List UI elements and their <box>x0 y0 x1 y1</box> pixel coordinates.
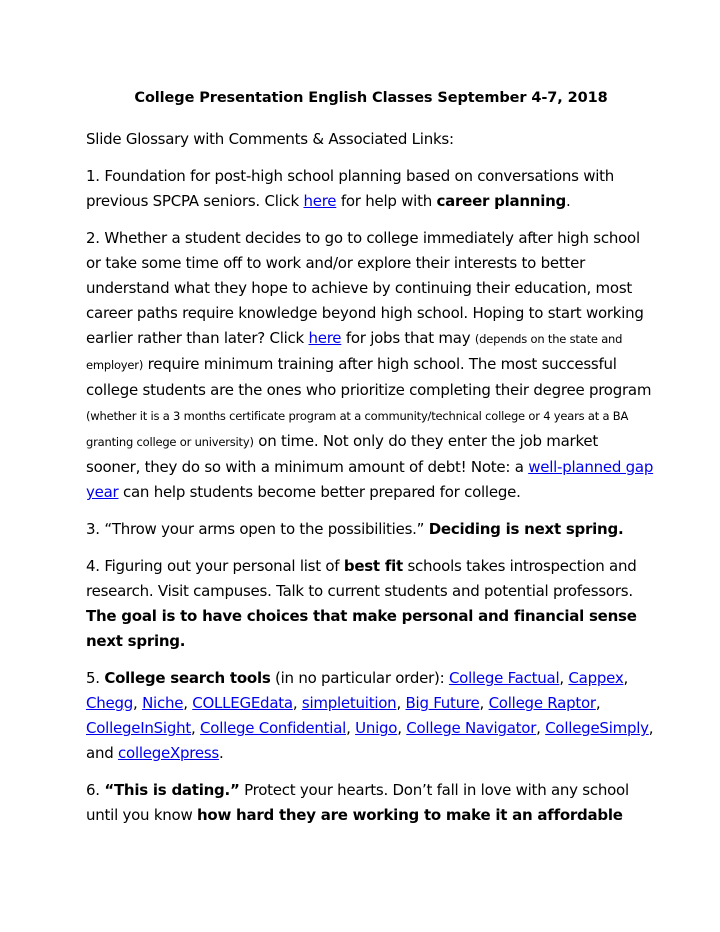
p6-text-a: 6. <box>86 781 105 799</box>
p4-text-b: schools takes introspection and research. Visit campuses. Talk to current students and potential professors. <box>86 557 637 600</box>
link-college-raptor[interactable]: College Raptor <box>488 694 596 712</box>
link-big-future[interactable]: Big Future <box>405 694 480 712</box>
p2-small-note-a: (depends on the state and employer) <box>86 332 623 372</box>
link-collegesimply[interactable]: CollegeSimply <box>545 719 649 737</box>
paragraph-5: 5. College search tools (in no particular order): College Factual, Cappex, Chegg, Niche, COLLEGEdata, simpletuition, Big Future, College Raptor, CollegeInSight, College Confidential, Unigo, College Navigator, CollegeSimply, and collegeXpress. <box>86 669 654 762</box>
document-title: College Presentation English Classes September 4-7, 2018 <box>134 90 608 106</box>
paragraph-6 <box>86 778 656 828</box>
link-collegeinsight[interactable]: CollegeInSight <box>86 719 191 737</box>
p6-bold-a: “This is dating.” <box>104 781 240 799</box>
paragraph-1 <box>86 164 656 214</box>
paragraph-4 <box>86 554 656 654</box>
link-chegg[interactable]: Chegg <box>86 694 134 712</box>
link-unigo[interactable]: Unigo <box>355 719 398 737</box>
intro-line: Slide Glossary with Comments & Associated Links: <box>86 130 454 148</box>
link-collegedata[interactable]: COLLEGEdata <box>192 694 293 712</box>
link-college-navigator[interactable]: College Navigator <box>406 719 537 737</box>
p3-bold: Deciding is next spring. <box>428 520 624 538</box>
p2-text-e: can help students become better prepared for college. <box>118 483 521 501</box>
link-niche[interactable]: Niche <box>142 694 184 712</box>
p1-text-c: . <box>566 192 571 210</box>
p1-text-b: for help with <box>336 192 437 210</box>
jobs-here-link[interactable]: here <box>308 329 342 347</box>
p5-bold: College search tools <box>104 669 271 687</box>
p5-text-b: (in no particular order): <box>270 669 449 687</box>
p1-text-a: 1. Foundation for post-high school planning based on conversations with previous SPCPA seniors. Click <box>86 167 615 210</box>
p2-small-note-b: (whether it is a 3 months certificate program at a community/technical college or 4 years at a BA granting college or university) <box>86 409 629 449</box>
link-college-confidential[interactable]: College Confidential <box>200 719 347 737</box>
p5-and: and <box>86 744 114 762</box>
p4-bold-b: The goal is to have choices that make personal and financial sense next spring. <box>86 607 637 650</box>
link-collegexpress[interactable]: collegeXpress <box>118 744 219 762</box>
link-college-factual[interactable]: College Factual <box>448 669 560 687</box>
p4-bold-a: best fit <box>343 557 403 575</box>
p3-text-a: 3. “Throw your arms open to the possibilities.” <box>86 520 429 538</box>
p6-bold-b: how hard they are working to make it an affordable <box>196 806 623 824</box>
p1-bold: career planning <box>436 192 567 210</box>
p4-text-a: 4. Figuring out your personal list of <box>86 557 344 575</box>
paragraph-2 <box>86 226 656 505</box>
link-simpletuition[interactable]: simpletuition <box>301 694 397 712</box>
gap-year-link[interactable]: well-planned gap year <box>86 458 654 501</box>
p5-end: . <box>219 744 224 762</box>
p2-text-d: on time. Not only do they enter the job market sooner, they do so with a minimum amount of debt! Note: a <box>86 432 598 476</box>
p2-text-b: for jobs that may <box>341 329 475 347</box>
p2-text-c: require minimum training after high school. The most successful college students are the ones who prioritize completing their degree program <box>86 355 652 399</box>
career-planning-here-link[interactable]: here <box>303 192 337 210</box>
link-cappex[interactable]: Cappex <box>568 669 624 687</box>
p5-text-a: 5. <box>86 669 105 687</box>
paragraph-3 <box>86 517 656 542</box>
p6-text-b: Protect your hearts. Don’t fall in love with any school until you know <box>86 781 629 824</box>
p2-text-a: 2. Whether a student decides to go to college immediately after high school or take some time off to work and/or explore their interests to better understand what they hope to achieve by continuing their education, most career paths require knowledge beyond high school. Hoping to start working earlier rather than later? Click <box>86 229 644 347</box>
